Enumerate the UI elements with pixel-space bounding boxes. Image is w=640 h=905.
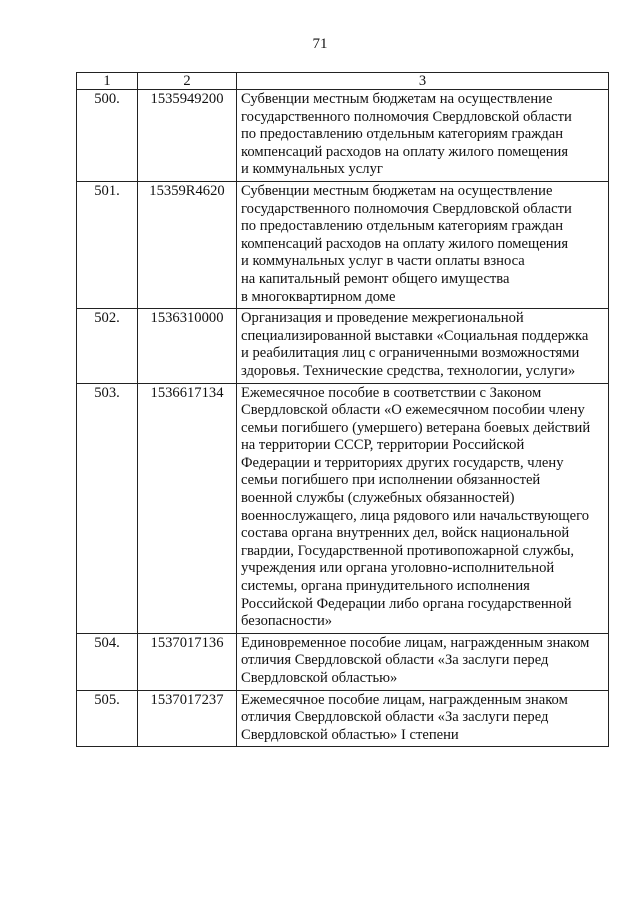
table-row: [77, 309, 609, 383]
row-name-line: здоровья. Технические средства, технологии, услуги»: [241, 362, 576, 379]
row-number: 504.: [77, 633, 138, 690]
row-code: 1537017136: [138, 633, 237, 690]
row-name: [237, 690, 609, 747]
row-name-line: Российской Федерации либо органа государственной: [241, 595, 572, 612]
row-name-line: семьи погибшего (умершего) ветерана боевых действий: [241, 419, 591, 436]
row-name-line: по предоставлению отдельным категориям граждан: [241, 218, 564, 235]
column-header-number: 1: [77, 73, 138, 90]
row-name: [237, 633, 609, 690]
row-name-line: системы, органа принудительного исполнения: [241, 578, 530, 595]
row-name-line: отличия Свердловской области «За заслуги перед: [241, 652, 549, 669]
page-number: 71: [312, 36, 328, 52]
row-name-line: учреждения или органа уголовно-исполнительной: [241, 560, 555, 577]
row-number: 501.: [77, 181, 138, 308]
row-name-line: компенсаций расходов на оплату жилого помещения: [241, 143, 569, 160]
row-name-line: и коммунальных услуг в части оплаты взноса: [241, 253, 525, 270]
table-header-row: [77, 73, 609, 90]
row-name-line: по предоставлению отдельным категориям граждан: [241, 126, 564, 143]
table-row: [77, 90, 609, 182]
table-row: [77, 690, 609, 747]
row-name-line: специализированной выставки «Социальная поддержка: [241, 327, 589, 344]
row-name: [237, 309, 609, 383]
row-name-line: отличия Свердловской области «За заслуги перед: [241, 709, 549, 726]
row-name: [237, 90, 609, 182]
row-code: 15359R4620: [138, 181, 237, 308]
column-header-code: 2: [138, 73, 237, 90]
table-row: [77, 633, 609, 690]
row-code: 1535949200: [138, 90, 237, 182]
row-name-line: Свердловской областью»: [241, 670, 398, 686]
row-name-line: безопасности»: [241, 613, 333, 630]
row-code: 1536310000: [138, 309, 237, 383]
row-name-line: Единовременное пособие лицам, награжденным знаком: [241, 634, 590, 651]
row-name-line: в многоквартирном доме: [241, 288, 396, 305]
row-number: 502.: [77, 309, 138, 383]
row-name-line: на капитальный ремонт общего имущества: [241, 270, 510, 287]
row-name-line: военной службы (служебных обязанностей): [241, 490, 515, 507]
row-name-line: Свердловской области «О ежемесячном пособии члену: [241, 402, 585, 419]
row-number: 503.: [77, 383, 138, 633]
row-name-line: гвардии, Государственной противопожарной службы,: [241, 542, 575, 559]
row-name: [237, 181, 609, 308]
row-name-line: Ежемесячное пособие лицам, награжденным знаком: [241, 691, 568, 708]
row-name-line: Федерации и территориях других государств, члену: [241, 454, 564, 471]
row-name-line: на территории СССР, территории Российской: [241, 437, 525, 454]
row-code: 1537017237: [138, 690, 237, 747]
row-name-line: Свердловской областью» I степени: [241, 726, 459, 743]
row-name-line: и реабилитация лиц с ограниченными возможностями: [241, 345, 580, 362]
row-name-line: семьи погибшего при исполнении обязанностей: [241, 472, 541, 489]
row-code: 1536617134: [138, 383, 237, 633]
row-name-line: государственного полномочия Свердловской области: [241, 200, 572, 217]
column-header-name: 3: [237, 73, 609, 90]
row-name-line: состава органа внутренних дел, войск национальной: [241, 525, 570, 542]
row-name-line: государственного полномочия Свердловской области: [241, 108, 572, 125]
row-name-line: военнослужащего, лица рядового или начальствующего: [241, 507, 590, 524]
row-name-line: Ежемесячное пособие в соответствии с Законом: [241, 384, 542, 401]
row-number: 500.: [77, 90, 138, 182]
row-name-line: Субвенции местным бюджетам на осуществление: [241, 182, 553, 199]
row-name: [237, 383, 609, 633]
row-name-line: Субвенции местным бюджетам на осуществление: [241, 91, 553, 107]
row-number: 505.: [77, 690, 138, 747]
row-name-line: Организация и проведение межрегиональной: [241, 310, 524, 327]
row-name-line: компенсаций расходов на оплату жилого помещения: [241, 235, 569, 252]
registry-table: [76, 72, 609, 747]
table-row: [77, 383, 609, 633]
table-row: [77, 181, 609, 308]
row-name-line: и коммунальных услуг: [241, 161, 383, 178]
